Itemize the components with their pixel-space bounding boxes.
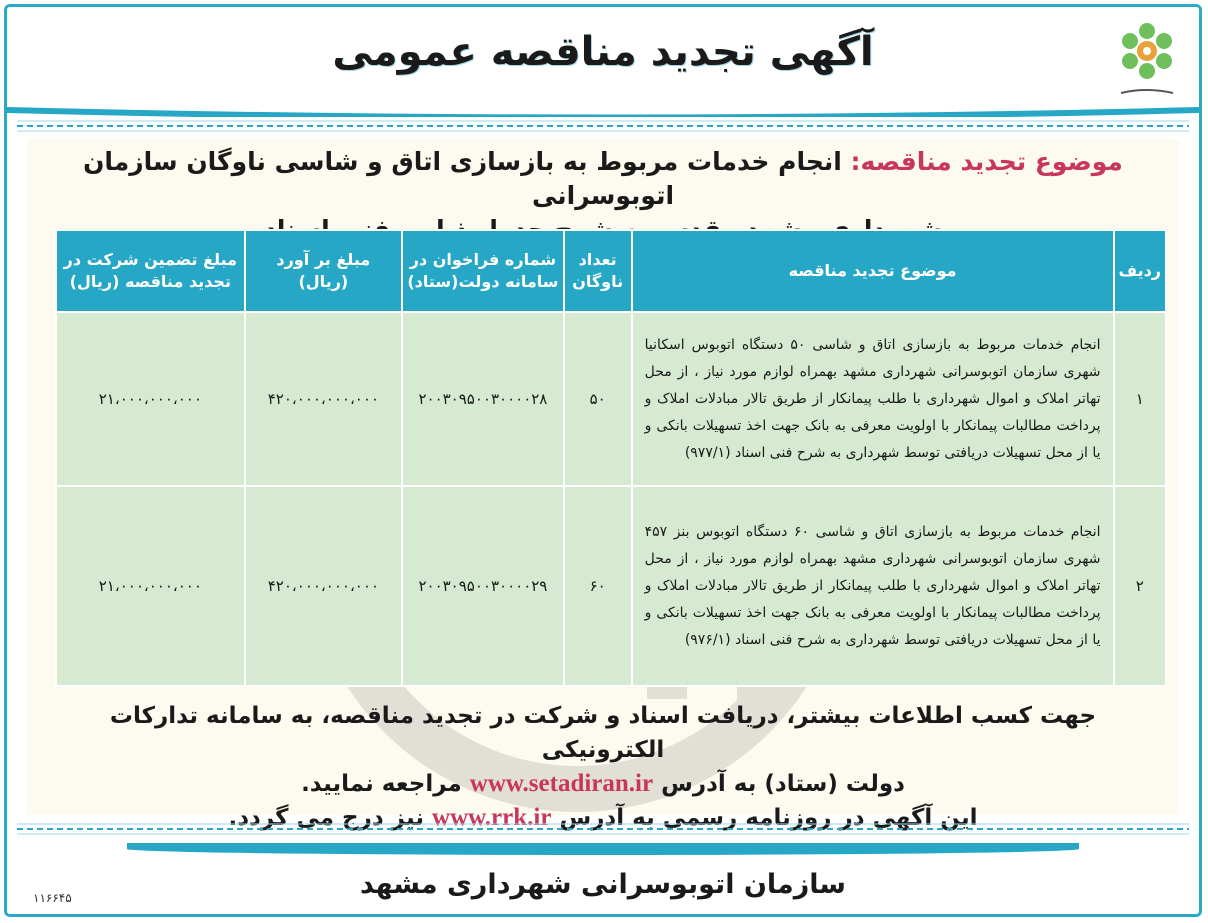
header-radif: ردیف: [1114, 230, 1166, 312]
instructions-text: [47, 699, 1159, 835]
line2-suffix: مراجعه نمایید.: [301, 771, 462, 797]
cell-guarantee: ۲۱،۰۰۰،۰۰۰،۰۰۰: [56, 486, 245, 686]
tender-table: [55, 229, 1167, 687]
ad-body: [27, 139, 1179, 831]
cell-estimate: ۴۲۰،۰۰۰،۰۰۰،۰۰۰: [245, 486, 402, 686]
cell-radif: ۱: [1114, 312, 1166, 486]
table-row: [56, 312, 1166, 486]
line3-suffix: نیز درج می گردد.: [228, 805, 424, 831]
instructions-line2: [47, 767, 1159, 801]
cell-guarantee: ۲۱،۰۰۰،۰۰۰،۰۰۰: [56, 312, 245, 486]
page-title: آگهی تجدید مناقصه عمومی: [332, 29, 874, 75]
cell-code: ۲۰۰۳۰۹۵۰۰۳۰۰۰۰۲۹: [402, 486, 564, 686]
cell-count: ۵۰: [564, 312, 632, 486]
top-ornament-divider: [17, 117, 1189, 135]
setadiran-link[interactable]: www.setadiran.ir: [469, 770, 654, 797]
footer-band: [7, 843, 1199, 914]
header-count: تعداد ناوگان: [564, 230, 632, 312]
mashhad-municipality-logo-icon: [1111, 17, 1183, 103]
bottom-ornament-divider: [17, 820, 1189, 838]
ad-header: [7, 7, 1199, 103]
ad-frame: [4, 4, 1202, 917]
subject-label: موضوع تجدید مناقصه:: [850, 147, 1123, 176]
instructions-line1: جهت کسب اطلاعات بیشتر، دریافت اسناد و شرکت در تجدید مناقصه، به سامانه تدارکات الکترونیکی: [109, 703, 1097, 763]
table-row: [56, 486, 1166, 686]
cell-count: ۶۰: [564, 486, 632, 686]
rrk-link[interactable]: www.rrk.ir: [432, 804, 552, 831]
header-guarantee: مبلغ تضمین شرکت در تجدید مناقصه (ریال): [56, 230, 245, 312]
cell-subject: انجام خدمات مربوط به بازسازی اتاق و شاسی ۶۰ دستگاه اتوبوس بنز ۴۵۷ شهری سازمان اتوبوسرانی شهرداری مشهد بهمراه لوازم مورد نیاز ، از محل تهاتر املاک و اموال شهرداری با طلب پیمانکار از طریق تالار مبادلات املاک و پرداخت مطالبات پیمانکار با اولویت معرفی به بانک جهت اخذ تسهیلات بانکی و یا از محل تسهیلات دریافتی توسط شهرداری به شرح فنی اسناد (۹۷۶/۱): [632, 486, 1114, 686]
line3-prefix: این آگهی در روزنامه رسمی به آدرس: [559, 805, 978, 831]
cell-subject: انجام خدمات مربوط به بازسازی اتاق و شاسی ۵۰ دستگاه اتوبوس اسکانیا شهری سازمان اتوبوسرانی شهرداری مشهد بهمراه لوازم مورد نیاز ، از محل تهاتر املاک و اموال شهرداری با طلب پیمانکار از طریق تالار مبادلات املاک و پرداخت مطالبات پیمانکار با اولویت معرفی به بانک جهت اخذ تسهیلات بانکی و یا از محل تسهیلات دریافتی توسط شهرداری به شرح فنی اسناد (۹۷۷/۱): [632, 312, 1114, 486]
header-subject: موضوع تجدید مناقصه: [632, 230, 1114, 312]
cell-estimate: ۴۲۰،۰۰۰،۰۰۰،۰۰۰: [245, 312, 402, 486]
table-header-row: [56, 230, 1166, 312]
cell-radif: ۲: [1114, 486, 1166, 686]
cell-code: ۲۰۰۳۰۹۵۰۰۳۰۰۰۰۲۸: [402, 312, 564, 486]
header-estimate: مبلغ بر آورد (ریال): [245, 230, 402, 312]
subject-line1: انجام خدمات مربوط به بازسازی اتاق و شاسی ناوگان سازمان اتوبوسرانی: [83, 147, 842, 210]
organization-name: سازمان اتوبوسرانی شهرداری مشهد: [360, 869, 846, 900]
line2-prefix: دولت (ستاد) به آدرس: [661, 771, 905, 797]
ad-code: ۱۱۶۶۴۵: [33, 891, 72, 905]
header-code: شماره فراخوان در سامانه دولت(ستاد): [402, 230, 564, 312]
footer-accent-bar: [127, 843, 1079, 855]
